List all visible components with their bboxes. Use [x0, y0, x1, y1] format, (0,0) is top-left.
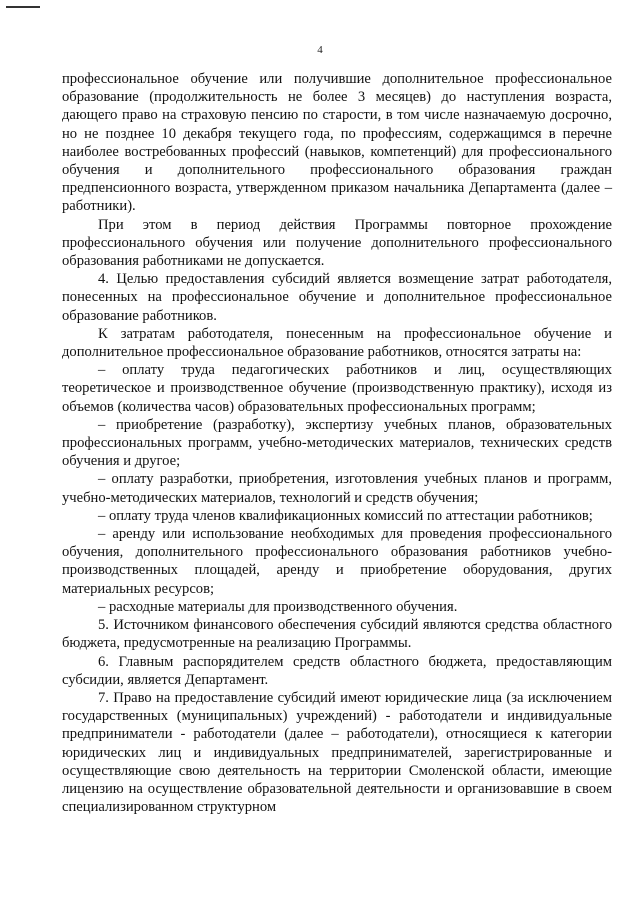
document-body [62, 70, 612, 816]
paragraph-continuation: профессиональное обучение или получившие дополнительное профессиональное образование (продолжительность не более 3 месяцев) до наступления возраста, дающего право на страховую пенсию по старости, в том числе назначаемую досрочно, но не позднее 10 декабря текущего года, по профессиям, содержащимся в перечне наиболее востребованных профессий (навыков, компетенций) для профессионального обучения и дополнительного профессионального образования граждан предпенсионного возраста, утвержденном приказом начальника Департамента (далее – работники). [62, 71, 612, 215]
list-item-materials: – расходные материалы для производственного обучения. [98, 598, 458, 615]
paragraph-item-7: 7. Право на предоставление субсидий имеют юридические лица (за исключением государственных (муниципальных) учреждений) - работодатели и индивидуальные предприниматели - работодатели (далее – работодатели), относящиеся к категории юридических лиц и индивидуальных предпринимателей, зарегистрированные и осуществляющие свою деятельность на территории Смоленской области, имеющие лицензию на осуществление образовательной деятельности и организовавшие в своем специализированном структурном [62, 689, 612, 816]
corner-mark [6, 6, 40, 8]
paragraph-repeat-training: При этом в период действия Программы повторное прохождение профессионального обучения или получение дополнительного профессионального образования работниками не допускается. [62, 216, 612, 270]
list-item-rent: – аренду или использование необходимых для проведения профессионального обучения, дополнительного профессионального образования работников учебно-производственных площадей, аренду и приобретение оборудования, других материальных ресурсов; [62, 526, 612, 597]
list-item-acquisition: – приобретение (разработку), экспертизу учебных планов, образовательных профессиональных программ, учебно-методических материалов, технических средств обучения и другое; [62, 416, 612, 470]
paragraph-item-6: 6. Главным распорядителем средств областного бюджета, предоставляющим субсидии, является Департамент. [62, 653, 612, 688]
list-item-labor-payment: – оплату труда педагогических работников и лиц, осуществляющих теоретическое и производственное обучение (производственную практику), исходя из объемов (количества часов) образовательных профессиональных программ; [62, 362, 612, 415]
paragraph-costs-intro: К затратам работодателя, понесенным на профессиональное обучение и дополнительное профессиональное образование работников, относятся затраты на: [62, 325, 612, 361]
page-number: 4 [317, 44, 323, 56]
list-item-commission: – оплату труда членов квалификационных комиссий по аттестации работников; [98, 507, 593, 524]
paragraph-item-4: 4. Целью предоставления субсидий является возмещение затрат работодателя, понесенных на профессиональное обучение и дополнительное профессиональное образование работников. [62, 271, 612, 324]
list-item-development: – оплату разработки, приобретения, изготовления учебных планов и программ, учебно-методических материалов, технологий и средств обучения; [62, 471, 612, 506]
paragraph-item-5: 5. Источником финансового обеспечения субсидий являются средства областного бюджета, предусмотренные на реализацию Программы. [62, 617, 612, 652]
